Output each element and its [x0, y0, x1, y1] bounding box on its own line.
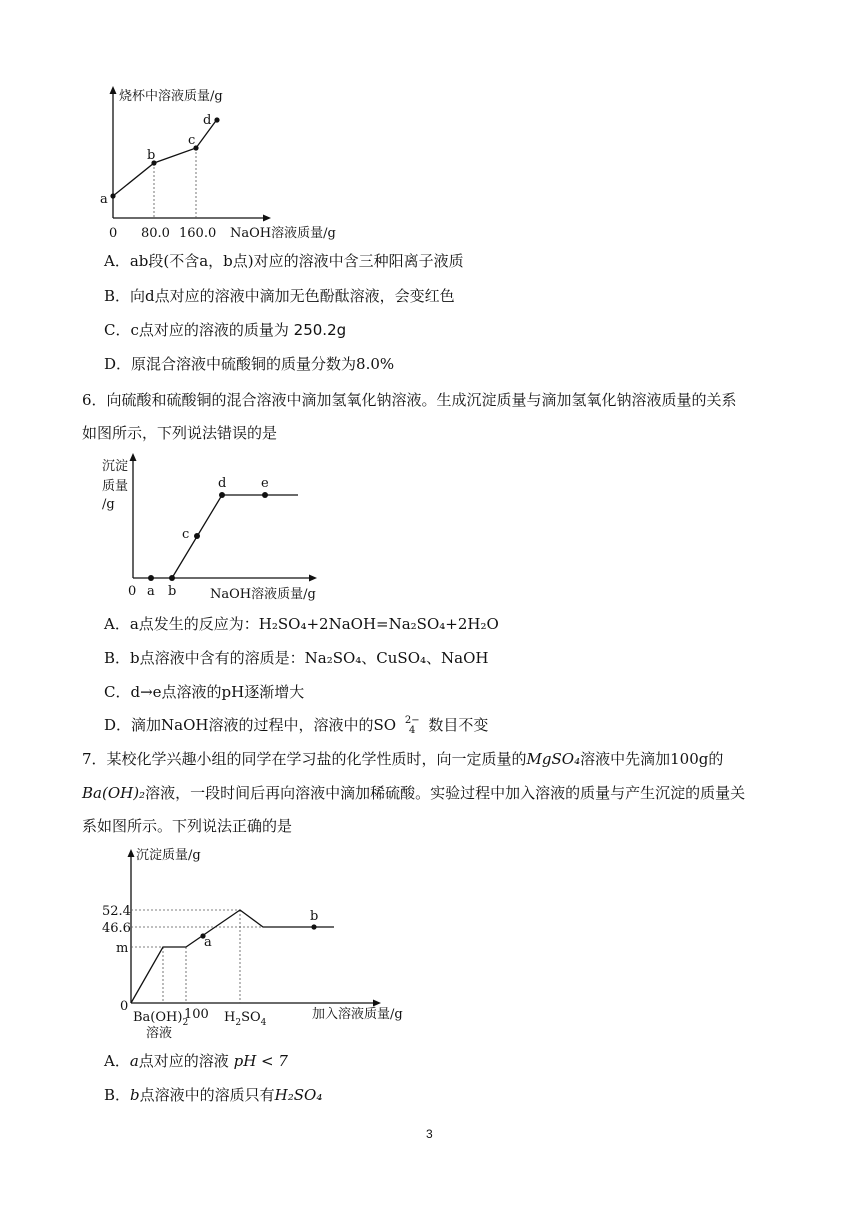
chart-precipitate-added: [100, 840, 430, 1040]
y-tick-m: m: [116, 941, 129, 956]
origin-label: 0: [109, 226, 118, 241]
option-7b-mid: 点溶液中的溶质只有: [139, 1086, 275, 1104]
mass-line: [113, 118, 218, 196]
x-tick-baoh-line2: 溶液: [146, 1026, 173, 1040]
y-tick-52-4: 52.4: [102, 904, 131, 919]
point-a-dot: [148, 575, 154, 581]
x-axis-arrow: [373, 1000, 381, 1007]
point-a-label: a: [147, 584, 155, 599]
x-tick-h2so4: [224, 1010, 267, 1028]
point-a-label: a: [100, 192, 108, 207]
point-a-label: a: [204, 935, 212, 950]
x-tick-h: H: [224, 1010, 236, 1025]
option-7a-mid: 点对应的溶液: [138, 1052, 229, 1070]
option-7b-prefix: B．: [104, 1086, 131, 1104]
option-7a-math: a: [129, 1052, 139, 1070]
point-c-label: c: [182, 527, 190, 542]
option-7b-math2: H₂SO₄: [274, 1086, 323, 1104]
question-6-line2: 如图所示，下列说法错误的是: [82, 424, 278, 442]
option-5d: D．原混合溶液中硫酸铜的质量分数为8.0%: [104, 355, 395, 373]
origin-label: 0: [128, 584, 137, 599]
option-6d-prefix: D．滴加NaOH溶液的过程中，溶液中的SO: [104, 716, 397, 734]
point-c-dot: [194, 533, 200, 539]
question-6-line1: 6．向硫酸和硫酸铜的混合溶液中滴加氢氧化钠溶液。生成沉淀质量与滴加氢氧化钠溶液质量的关系: [82, 391, 737, 409]
y-axis-arrow: [128, 849, 135, 857]
option-5a: A．ab段(不含a，b点)对应的溶液中含三种阳离子液质: [104, 252, 464, 270]
y-axis-arrow: [110, 86, 117, 94]
point-d-label: d: [218, 476, 227, 491]
option-6c: C．d→e点溶液的pH逐渐增大: [104, 683, 305, 701]
point-a-dot: [110, 193, 115, 198]
x-tick-160: 160.0: [179, 226, 217, 241]
point-e-dot: [262, 492, 268, 498]
y-axis-label: 烧杯中溶液质量/g: [119, 89, 223, 104]
point-e-label: e: [261, 476, 269, 491]
sulfate-charge: [405, 716, 420, 736]
option-5b: B．向d点对应的溶液中滴加无色酚酞溶液，会变红色: [104, 287, 455, 305]
y-label-line1: 沉淀: [102, 459, 129, 474]
origin-label: 0: [120, 999, 129, 1014]
point-c-label: c: [188, 133, 196, 148]
chart-solution-mass: [90, 80, 370, 245]
option-6d-suffix: 数目不变: [428, 716, 489, 734]
q7-text-a: 7．某校化学兴趣小组的同学在学习盐的化学性质时，向一定质量的: [82, 750, 527, 768]
y-label-line2: 质量: [102, 479, 129, 494]
page-number: 3: [426, 1127, 433, 1141]
q7-text-c: 溶液，一段时间后再向溶液中滴加稀硫酸。实验过程中加入溶液的质量与产生沉淀的质量关: [145, 784, 746, 802]
option-6d: [104, 714, 488, 736]
point-b-dot: [169, 575, 175, 581]
point-b-dot: [311, 924, 316, 929]
x-axis-arrow: [309, 575, 317, 582]
y-label-line3: /g: [102, 497, 115, 512]
x-tick-so: SO: [241, 1010, 261, 1025]
option-7b: [104, 1084, 322, 1105]
option-7a: [104, 1050, 288, 1071]
option-6a-prefix: A．a点发生的反应为：: [104, 615, 259, 633]
x-tick-80: 80.0: [141, 226, 170, 241]
y-axis-label: 沉淀质量/g: [136, 848, 201, 863]
x-tick-baoh-sub: 2: [182, 1018, 189, 1028]
option-6a-formula: H₂SO₄+2NaOH=Na₂SO₄+2H₂O: [258, 615, 499, 633]
precipitate-line: [172, 495, 298, 578]
option-5c-value: 250.2g: [293, 321, 347, 339]
x-tick-baoh-text: Ba(OH): [133, 1010, 183, 1025]
option-7b-math: b: [130, 1086, 140, 1104]
q7-formula-baoh2: Ba(OH)₂: [82, 784, 146, 802]
point-d-dot: [219, 492, 225, 498]
point-b-label: b: [147, 148, 156, 163]
option-6a: [104, 613, 499, 634]
q7-formula-mgso4: MgSO₄: [526, 750, 581, 768]
question-7-line1: [82, 748, 723, 769]
question-7-line3: 系如图所示。下列说法正确的是: [82, 817, 293, 835]
x-axis-label: 加入溶液质量/g: [312, 1007, 403, 1022]
q7-text-b: 溶液中先滴加100g的: [580, 750, 724, 768]
x-axis-label: NaOH溶液质量/g: [210, 587, 316, 602]
option-5c: [104, 319, 346, 340]
x-tick-100: 100: [184, 1007, 209, 1022]
x-tick-so-sub: 4: [260, 1018, 267, 1028]
option-5c-prefix: C．c点对应的溶液的质量为: [104, 321, 289, 339]
sulfate-sub: 4: [409, 725, 416, 736]
point-b-label: b: [310, 909, 319, 924]
precipitate-line: [131, 910, 334, 1003]
question-7-line2: [82, 782, 745, 803]
option-6b: B．b点溶液中含有的溶质是：Na₂SO₄、CuSO₄、NaOH: [104, 649, 489, 667]
point-d-label: d: [203, 113, 212, 128]
x-axis-arrow: [263, 215, 271, 222]
chart-precipitate-naoh: [95, 450, 335, 605]
y-tick-46-6: 46.6: [102, 921, 131, 936]
option-7a-prefix: A．: [104, 1052, 130, 1070]
x-tick-h-sub: 2: [235, 1018, 242, 1028]
point-b-label: b: [168, 584, 177, 599]
sulfate-sup: 2−: [404, 715, 420, 726]
x-axis-label: NaOH溶液质量/g: [230, 226, 336, 241]
point-d-dot: [214, 117, 219, 122]
option-7a-math2: pH < 7: [233, 1052, 288, 1070]
y-axis-arrow: [130, 453, 137, 461]
